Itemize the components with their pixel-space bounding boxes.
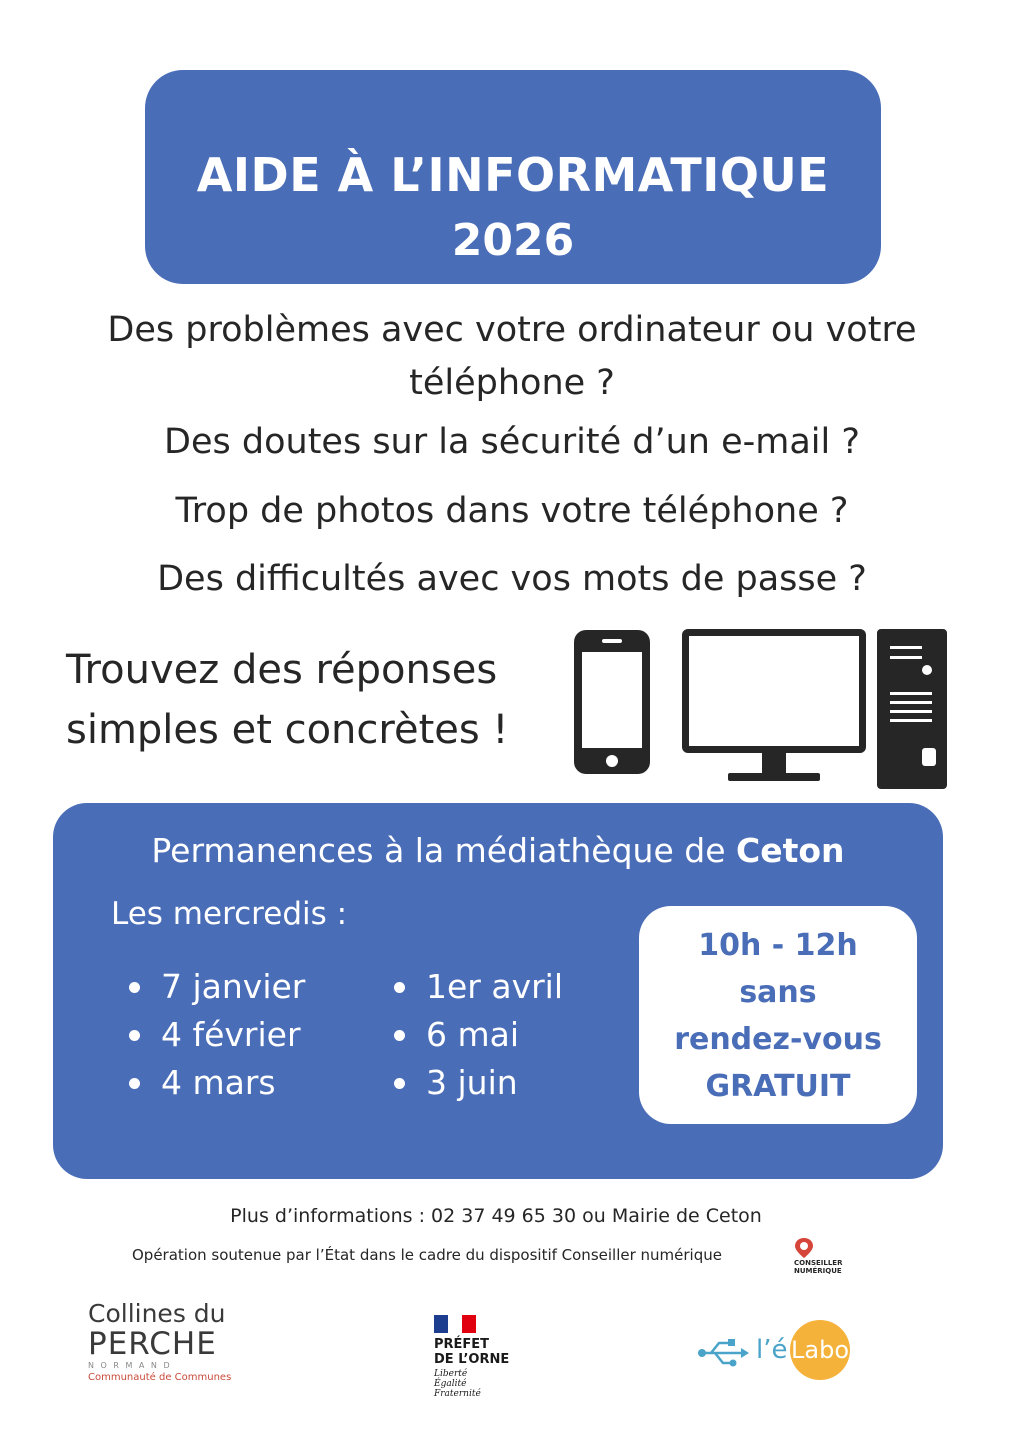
list-item: 3 juin: [378, 1059, 563, 1107]
permanence-intro: Permanences à la médiathèque de: [151, 831, 726, 870]
no-appointment-line-1: sans: [739, 975, 817, 1010]
collines-line-4: Communauté de Communes: [88, 1372, 232, 1383]
lead-text: [66, 640, 508, 760]
hours-card: [639, 906, 917, 1124]
title-banner: [145, 70, 881, 284]
elabo-suffix: Labo: [791, 1336, 849, 1364]
location-pin-icon: [794, 1237, 814, 1259]
motto-1: Liberté: [434, 1369, 468, 1379]
lead-line-1: Trouvez des réponses: [66, 647, 498, 693]
hours-text: 10h - 12h: [698, 928, 858, 963]
collines-line-2: PERCHE: [88, 1326, 217, 1362]
marianne-flag-icon: [434, 1315, 476, 1333]
list-item: 4 février: [113, 1011, 305, 1059]
collines-line-1: Collines du: [88, 1299, 226, 1328]
dates-list-left: [113, 963, 305, 1107]
collines-du-perche-logo: [88, 1300, 231, 1384]
price-badge: GRATUIT: [705, 1069, 851, 1104]
list-item: 7 janvier: [113, 963, 305, 1011]
support-text: Opération soutenue par l’État dans le cadre du dispositif Conseiller numérique: [132, 1246, 722, 1264]
permanence-place: Ceton: [736, 831, 845, 870]
question-1b: téléphone ?: [409, 363, 615, 403]
question-1a: Des problèmes avec votre ordinateur ou votre: [107, 310, 917, 350]
conseiller-badge: [794, 1259, 842, 1275]
list-item: 6 mai: [378, 1011, 563, 1059]
dates-list-right: [378, 963, 563, 1107]
badge-line-1: CONSEILLER: [794, 1259, 843, 1267]
monitor-icon: [680, 627, 868, 785]
days-label: Les mercredis :: [111, 896, 348, 932]
prefet-line-2: DE L’ORNE: [434, 1352, 510, 1367]
page-title: AIDE À L’INFORMATIQUE: [196, 148, 830, 202]
prefet-line-1: PRÉFET: [434, 1337, 490, 1352]
list-item: 1er avril: [378, 963, 563, 1011]
lead-line-2: simples et concrètes !: [66, 707, 509, 753]
more-info-text: Plus d’informations : 02 37 49 65 30 ou Mairie de Ceton: [230, 1205, 762, 1227]
page-year: 2026: [451, 215, 575, 266]
permanence-heading: [53, 831, 943, 870]
permanence-panel: [53, 803, 943, 1179]
list-item: 4 mars: [113, 1059, 305, 1107]
usb-icon: [697, 1338, 749, 1368]
motto-2: Égalité: [434, 1379, 467, 1389]
smartphone-icon: [572, 628, 652, 776]
no-appointment-line-2: rendez-vous: [674, 1022, 882, 1057]
prefet-orne-logo: [434, 1337, 509, 1399]
tower-pc-icon: [876, 628, 948, 790]
badge-line-2: NUMÉRIQUE: [794, 1267, 842, 1275]
question-4: Des difficultés avec vos mots de passe ?: [157, 559, 867, 599]
question-2: Des doutes sur la sécurité d’un e-mail ?: [164, 422, 860, 462]
elabo-prefix: l’é: [756, 1335, 788, 1365]
question-3: Trop de photos dans votre téléphone ?: [175, 491, 849, 531]
motto-3: Fraternité: [434, 1389, 481, 1399]
collines-line-3: N O R M A N D: [88, 1361, 172, 1370]
